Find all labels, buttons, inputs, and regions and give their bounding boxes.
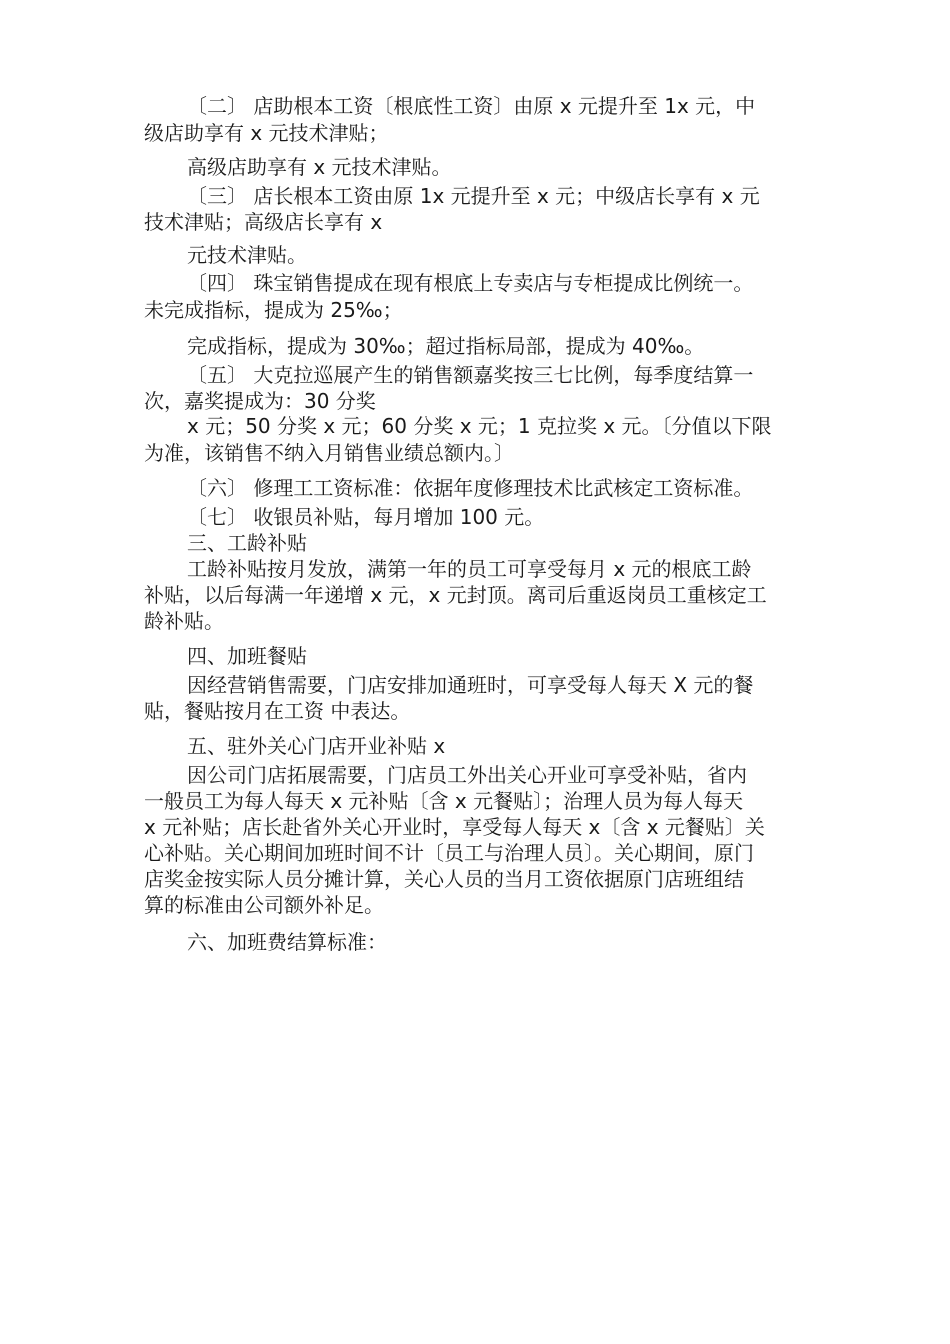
section-5-line-6: 算的标准由公司额外补足。 bbox=[144, 893, 384, 917]
para-5-line-4: 为准，该销售不纳入月销售业绩总额内。〕 bbox=[144, 441, 514, 465]
section-5-line-4: 心补贴。关心期间加班时间不计〔员工与治理人员〕。关心期间，原门 bbox=[144, 841, 754, 865]
para-6-line-1: 〔六〕 修理工工资标准：依据年度修理技术比武核定工资标准。 bbox=[187, 476, 754, 500]
para-2-line-2: 级店助享有 x 元技术津贴； bbox=[144, 121, 389, 145]
section-5-line-2: 一般员工为每人每天 x 元补贴〔含 x 元餐贴〕；治理人员为每人每天 bbox=[144, 789, 744, 813]
para-4-line-2: 未完成指标，提成为 25‰； bbox=[144, 298, 403, 322]
section-4-heading: 四、加班餐贴 bbox=[187, 644, 307, 668]
section-5-line-3: x 元补贴；店长赴省外关心开业时，享受每人每天 x〔含 x 元餐贴〕关 bbox=[144, 815, 765, 839]
section-3-line-1: 工龄补贴按月发放，满第一年的员工可享受每月 x 元的根底工龄 bbox=[187, 557, 752, 581]
para-4-line-3: 完成指标，提成为 30‰；超过指标局部，提成为 40‰。 bbox=[187, 334, 705, 358]
para-7-line-1: 〔七〕 收银员补贴，每月增加 100 元。 bbox=[187, 505, 545, 529]
para-5-line-2: 次，嘉奖提成为：30 分奖 bbox=[144, 389, 376, 413]
section-6-heading: 六、加班费结算标准： bbox=[187, 930, 387, 954]
para-3-line-3: 元技术津贴。 bbox=[187, 243, 307, 267]
section-3-line-2: 补贴，以后每满一年递增 x 元，x 元封顶。离司后重返岗员工重核定工 bbox=[144, 583, 767, 607]
section-5-heading: 五、驻外关心门店开业补贴 x bbox=[187, 734, 446, 758]
para-3-line-2: 技术津贴；高级店长享有 x bbox=[144, 210, 383, 234]
section-3-heading: 三、工龄补贴 bbox=[187, 531, 307, 555]
section-5-line-1: 因公司门店拓展需要，门店员工外出关心开业可享受补贴，省内 bbox=[187, 763, 747, 787]
para-2-line-1: 〔二〕 店助根本工资〔根底性工资〕由原 x 元提升至 1x 元，中 bbox=[187, 94, 756, 118]
para-5-line-3: x 元；50 分奖 x 元；60 分奖 x 元；1 克拉奖 x 元。〔分值以下限 bbox=[187, 414, 772, 438]
para-5-line-1: 〔五〕 大克拉巡展产生的销售额嘉奖按三七比例，每季度结算一 bbox=[187, 363, 754, 387]
para-3-line-1: 〔三〕 店长根本工资由原 1x 元提升至 x 元；中级店长享有 x 元 bbox=[187, 184, 760, 208]
section-5-line-5: 店奖金按实际人员分摊计算，关心人员的当月工资依据原门店班组结 bbox=[144, 867, 744, 891]
section-4-line-1: 因经营销售需要，门店安排加通班时，可享受每人每天 X 元的餐 bbox=[187, 673, 754, 697]
para-4-line-1: 〔四〕 珠宝销售提成在现有根底上专卖店与专柜提成比例统一。 bbox=[187, 271, 754, 295]
section-4-line-2: 贴，餐贴按月在工资 中表达。 bbox=[144, 699, 411, 723]
para-2-line-3: 高级店助享有 x 元技术津贴。 bbox=[187, 155, 452, 179]
section-3-line-3: 龄补贴。 bbox=[144, 609, 224, 633]
